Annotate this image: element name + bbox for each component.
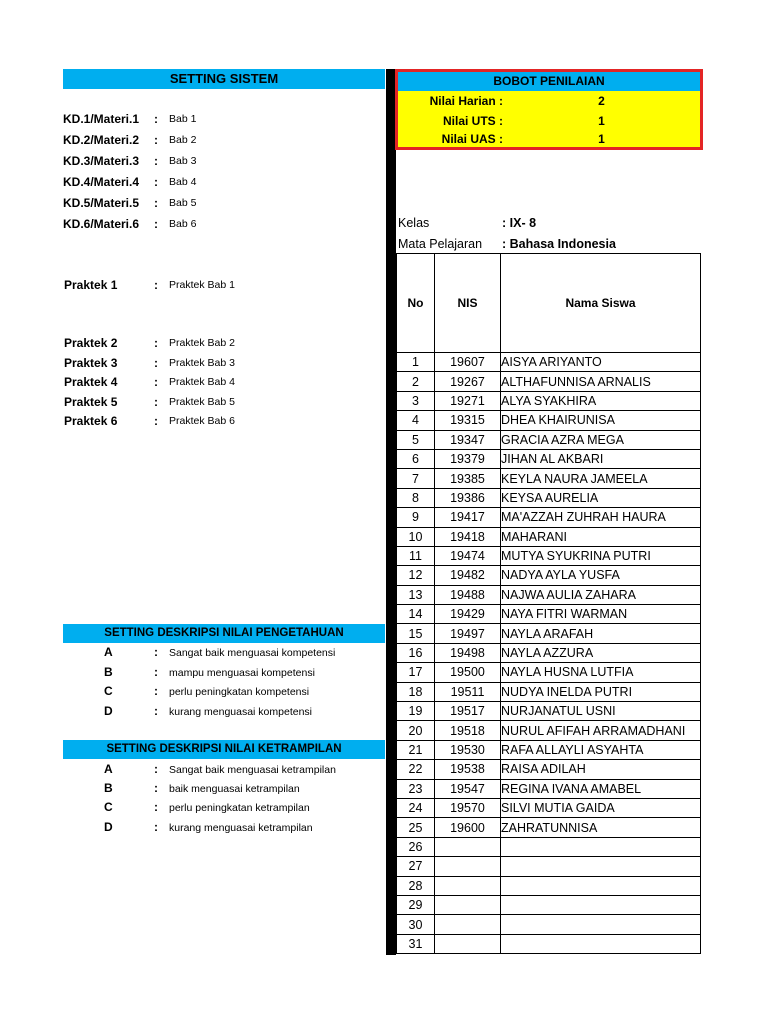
bobot-value[interactable]: 2 — [598, 94, 605, 108]
bobot-value[interactable]: 1 — [598, 132, 605, 146]
table-row[interactable] — [397, 411, 701, 430]
student-name[interactable]: NAJWA AULIA ZAHARA — [501, 585, 701, 604]
praktek-label: Praktek 4 — [64, 375, 118, 389]
grade-label: B — [104, 665, 113, 679]
student-name[interactable]: SILVI MUTIA GAIDA — [501, 798, 701, 817]
table-row[interactable] — [397, 372, 701, 391]
row-number: 1 — [397, 353, 435, 372]
separator: : — [154, 762, 158, 776]
materi-value[interactable]: Bab 2 — [169, 134, 197, 146]
student-name[interactable]: RAFA ALLAYLI ASYAHTA — [501, 740, 701, 759]
student-name[interactable] — [501, 857, 701, 876]
setting-sistem-header: SETTING SISTEM — [63, 69, 385, 89]
table-row[interactable] — [397, 353, 701, 372]
praktek-label: Praktek 1 — [64, 278, 118, 292]
praktek-value[interactable]: Praktek Bab 2 — [169, 337, 235, 349]
student-nis[interactable]: 19538 — [435, 760, 501, 779]
table-row[interactable] — [397, 430, 701, 449]
table-row[interactable] — [397, 740, 701, 759]
praktek-value[interactable]: Praktek Bab 6 — [169, 415, 235, 427]
table-row[interactable] — [397, 624, 701, 643]
student-name[interactable]: NAYLA HUSNA LUTFIA — [501, 663, 701, 682]
row-number: 17 — [397, 663, 435, 682]
table-row[interactable] — [397, 527, 701, 546]
header-nis: NIS — [435, 254, 501, 353]
separator: : — [154, 133, 158, 147]
row-number: 24 — [397, 798, 435, 817]
table-row[interactable] — [397, 721, 701, 740]
row-number: 15 — [397, 624, 435, 643]
table-row[interactable] — [397, 605, 701, 624]
student-name[interactable]: NAYA FITRI WARMAN — [501, 605, 701, 624]
student-nis[interactable]: 19386 — [435, 488, 501, 507]
student-nis[interactable]: 19474 — [435, 546, 501, 565]
row-number: 7 — [397, 469, 435, 488]
student-name[interactable] — [501, 876, 701, 895]
row-number: 29 — [397, 895, 435, 914]
bobot-label: Nilai UTS : — [442, 114, 503, 128]
student-nis[interactable] — [435, 876, 501, 895]
row-number: 31 — [397, 934, 435, 953]
row-number: 3 — [397, 391, 435, 410]
student-name[interactable]: NURJANATUL USNI — [501, 702, 701, 721]
student-name[interactable] — [501, 934, 701, 953]
student-name[interactable]: ZAHRATUNNISA — [501, 818, 701, 837]
deskripsi-ketrampilan-header: SETTING DESKRIPSI NILAI KETRAMPILAN — [63, 740, 385, 759]
student-nis[interactable]: 19271 — [435, 391, 501, 410]
table-row[interactable] — [397, 837, 701, 856]
praktek-label: Praktek 6 — [64, 414, 118, 428]
row-number: 19 — [397, 702, 435, 721]
separator: : — [154, 175, 158, 189]
table-row[interactable] — [397, 585, 701, 604]
table-row[interactable] — [397, 663, 701, 682]
separator: : — [154, 820, 158, 834]
table-row[interactable] — [397, 895, 701, 914]
table-row[interactable] — [397, 469, 701, 488]
student-name[interactable]: DHEA KHAIRUNISA — [501, 411, 701, 430]
table-row[interactable] — [397, 488, 701, 507]
student-name[interactable]: GRACIA AZRA MEGA — [501, 430, 701, 449]
separator: : — [154, 645, 158, 659]
table-row[interactable] — [397, 546, 701, 565]
row-number: 5 — [397, 430, 435, 449]
separator: : — [154, 217, 158, 231]
student-name[interactable]: NAYLA AZZURA — [501, 643, 701, 662]
table-row[interactable] — [397, 391, 701, 410]
student-nis[interactable]: 19385 — [435, 469, 501, 488]
student-name[interactable]: NURUL AFIFAH ARRAMADHANI — [501, 721, 701, 740]
materi-value[interactable]: Bab 4 — [169, 176, 197, 188]
mapel-value: : Bahasa Indonesia — [502, 237, 616, 251]
table-row[interactable] — [397, 682, 701, 701]
student-nis[interactable]: 19518 — [435, 721, 501, 740]
row-number: 12 — [397, 566, 435, 585]
separator: : — [154, 684, 158, 698]
grade-label: C — [104, 684, 113, 698]
bobot-row-uas[interactable] — [398, 131, 700, 147]
student-nis[interactable]: 19315 — [435, 411, 501, 430]
grade-label: C — [104, 800, 113, 814]
student-name[interactable]: KEYLA NAURA JAMEELA — [501, 469, 701, 488]
bobot-label: Nilai Harian : — [429, 94, 503, 108]
row-number: 13 — [397, 585, 435, 604]
student-name[interactable]: NADYA AYLA YUSFA — [501, 566, 701, 585]
row-number: 11 — [397, 546, 435, 565]
separator: : — [154, 336, 158, 350]
student-nis[interactable]: 19418 — [435, 527, 501, 546]
praktek-value[interactable]: Praktek Bab 3 — [169, 357, 235, 369]
student-nis[interactable]: 19497 — [435, 624, 501, 643]
row-number: 23 — [397, 779, 435, 798]
materi-value[interactable]: Bab 6 — [169, 218, 197, 230]
student-nis[interactable] — [435, 857, 501, 876]
table-header-row — [397, 254, 701, 353]
materi-label: KD.3/Materi.3 — [63, 154, 140, 168]
table-row[interactable] — [397, 566, 701, 585]
table-row[interactable] — [397, 449, 701, 468]
student-nis[interactable] — [435, 837, 501, 856]
student-name[interactable]: NAYLA ARAFAH — [501, 624, 701, 643]
bobot-row-uts[interactable] — [398, 111, 700, 131]
row-number: 18 — [397, 682, 435, 701]
table-row[interactable] — [397, 508, 701, 527]
student-name[interactable] — [501, 915, 701, 934]
grade-description[interactable]: baik menguasai ketrampilan — [169, 783, 300, 795]
row-number: 4 — [397, 411, 435, 430]
grade-label: B — [104, 781, 113, 795]
deskripsi-pengetahuan-header: SETTING DESKRIPSI NILAI PENGETAHUAN — [63, 624, 385, 643]
bobot-penilaian-box — [395, 69, 703, 150]
praktek-value[interactable]: Praktek Bab 1 — [169, 279, 235, 291]
student-name[interactable]: MA'AZZAH ZUHRAH HAURA — [501, 508, 701, 527]
student-name[interactable]: ALYA SYAKHIRA — [501, 391, 701, 410]
praktek-label: Praktek 2 — [64, 336, 118, 350]
materi-value[interactable]: Bab 5 — [169, 197, 197, 209]
materi-value[interactable]: Bab 3 — [169, 155, 197, 167]
bobot-value[interactable]: 1 — [598, 114, 605, 128]
student-nis[interactable] — [435, 934, 501, 953]
student-nis[interactable]: 19547 — [435, 779, 501, 798]
table-row[interactable] — [397, 798, 701, 817]
student-name[interactable] — [501, 895, 701, 914]
separator: : — [154, 154, 158, 168]
table-row[interactable] — [397, 857, 701, 876]
table-row[interactable] — [397, 876, 701, 895]
materi-label: KD.5/Materi.5 — [63, 196, 140, 210]
column-divider — [386, 69, 396, 955]
materi-label: KD.4/Materi.4 — [63, 175, 140, 189]
separator: : — [154, 278, 158, 292]
grade-description[interactable]: perlu peningkatan ketrampilan — [169, 802, 310, 814]
student-name[interactable]: NUDYA INELDA PUTRI — [501, 682, 701, 701]
materi-value[interactable]: Bab 1 — [169, 113, 197, 125]
separator: : — [154, 356, 158, 370]
student-nis[interactable]: 19570 — [435, 798, 501, 817]
student-nis[interactable]: 19517 — [435, 702, 501, 721]
student-nis[interactable]: 19417 — [435, 508, 501, 527]
student-nis[interactable]: 19607 — [435, 353, 501, 372]
row-number: 6 — [397, 449, 435, 468]
student-name[interactable]: ALTHAFUNNISA ARNALIS — [501, 372, 701, 391]
student-nis[interactable]: 19498 — [435, 643, 501, 662]
student-table-body — [397, 353, 701, 954]
student-nis[interactable]: 19379 — [435, 449, 501, 468]
student-nis[interactable]: 19267 — [435, 372, 501, 391]
grade-label: D — [104, 820, 113, 834]
separator: : — [154, 112, 158, 126]
separator: : — [154, 800, 158, 814]
row-number: 9 — [397, 508, 435, 527]
student-name[interactable]: RAISA ADILAH — [501, 760, 701, 779]
kelas-label: Kelas — [398, 216, 430, 230]
row-number: 25 — [397, 818, 435, 837]
separator: : — [154, 704, 158, 718]
student-table — [396, 253, 701, 954]
student-name[interactable]: AISYA ARIYANTO — [501, 353, 701, 372]
row-number: 27 — [397, 857, 435, 876]
materi-label: KD.1/Materi.1 — [63, 112, 140, 126]
grade-description[interactable]: kurang menguasai ketrampilan — [169, 822, 313, 834]
separator: : — [154, 196, 158, 210]
student-name[interactable]: MAHARANI — [501, 527, 701, 546]
grade-description[interactable]: perlu peningkatan kompetensi — [169, 686, 310, 698]
student-nis[interactable]: 19511 — [435, 682, 501, 701]
row-number: 22 — [397, 760, 435, 779]
praktek-value[interactable]: Praktek Bab 5 — [169, 396, 235, 408]
student-nis[interactable] — [435, 895, 501, 914]
praktek-label: Praktek 5 — [64, 395, 118, 409]
grade-description[interactable]: Sangat baik menguasai kompetensi — [169, 647, 336, 659]
grade-label: A — [104, 762, 113, 776]
table-row[interactable] — [397, 643, 701, 662]
row-number: 8 — [397, 488, 435, 507]
bobot-penilaian-title: BOBOT PENILAIAN — [398, 72, 700, 91]
praktek-value[interactable]: Praktek Bab 4 — [169, 376, 235, 388]
row-number: 21 — [397, 740, 435, 759]
bobot-label: Nilai UAS : — [441, 132, 503, 146]
mapel-label: Mata Pelajaran — [398, 237, 483, 251]
grade-description[interactable]: mampu menguasai kompetensi — [169, 667, 315, 679]
separator: : — [154, 414, 158, 428]
grade-description[interactable]: kurang menguasai kompetensi — [169, 706, 313, 718]
grade-label: A — [104, 645, 113, 659]
table-row[interactable] — [397, 702, 701, 721]
table-row[interactable] — [397, 915, 701, 934]
row-number: 16 — [397, 643, 435, 662]
row-number: 26 — [397, 837, 435, 856]
table-row[interactable] — [397, 779, 701, 798]
separator: : — [154, 375, 158, 389]
student-nis[interactable]: 19429 — [435, 605, 501, 624]
row-number: 10 — [397, 527, 435, 546]
student-name[interactable]: JIHAN AL AKBARI — [501, 449, 701, 468]
header-nama-siswa: Nama Siswa — [501, 254, 701, 353]
table-row[interactable] — [397, 818, 701, 837]
materi-label: KD.2/Materi.2 — [63, 133, 140, 147]
student-nis[interactable] — [435, 915, 501, 934]
student-nis[interactable]: 19530 — [435, 740, 501, 759]
row-number: 20 — [397, 721, 435, 740]
row-number: 28 — [397, 876, 435, 895]
table-row[interactable] — [397, 760, 701, 779]
student-nis[interactable]: 19500 — [435, 663, 501, 682]
separator: : — [154, 781, 158, 795]
materi-label: KD.6/Materi.6 — [63, 217, 140, 231]
student-nis[interactable]: 19488 — [435, 585, 501, 604]
row-number: 2 — [397, 372, 435, 391]
student-name[interactable]: REGINA IVANA AMABEL — [501, 779, 701, 798]
student-name[interactable]: KEYSA AURELIA — [501, 488, 701, 507]
student-nis[interactable]: 19600 — [435, 818, 501, 837]
student-name[interactable] — [501, 837, 701, 856]
grade-description[interactable]: Sangat baik menguasai ketrampilan — [169, 764, 336, 776]
student-nis[interactable]: 19482 — [435, 566, 501, 585]
bobot-row-harian[interactable] — [398, 91, 700, 111]
student-name[interactable]: MUTYA SYUKRINA PUTRI — [501, 546, 701, 565]
row-number: 14 — [397, 605, 435, 624]
grade-label: D — [104, 704, 113, 718]
header-no: No — [397, 254, 435, 353]
separator: : — [154, 395, 158, 409]
table-row[interactable] — [397, 934, 701, 953]
student-nis[interactable]: 19347 — [435, 430, 501, 449]
separator: : — [154, 665, 158, 679]
kelas-value: : IX- 8 — [502, 216, 537, 230]
praktek-label: Praktek 3 — [64, 356, 118, 370]
row-number: 30 — [397, 915, 435, 934]
